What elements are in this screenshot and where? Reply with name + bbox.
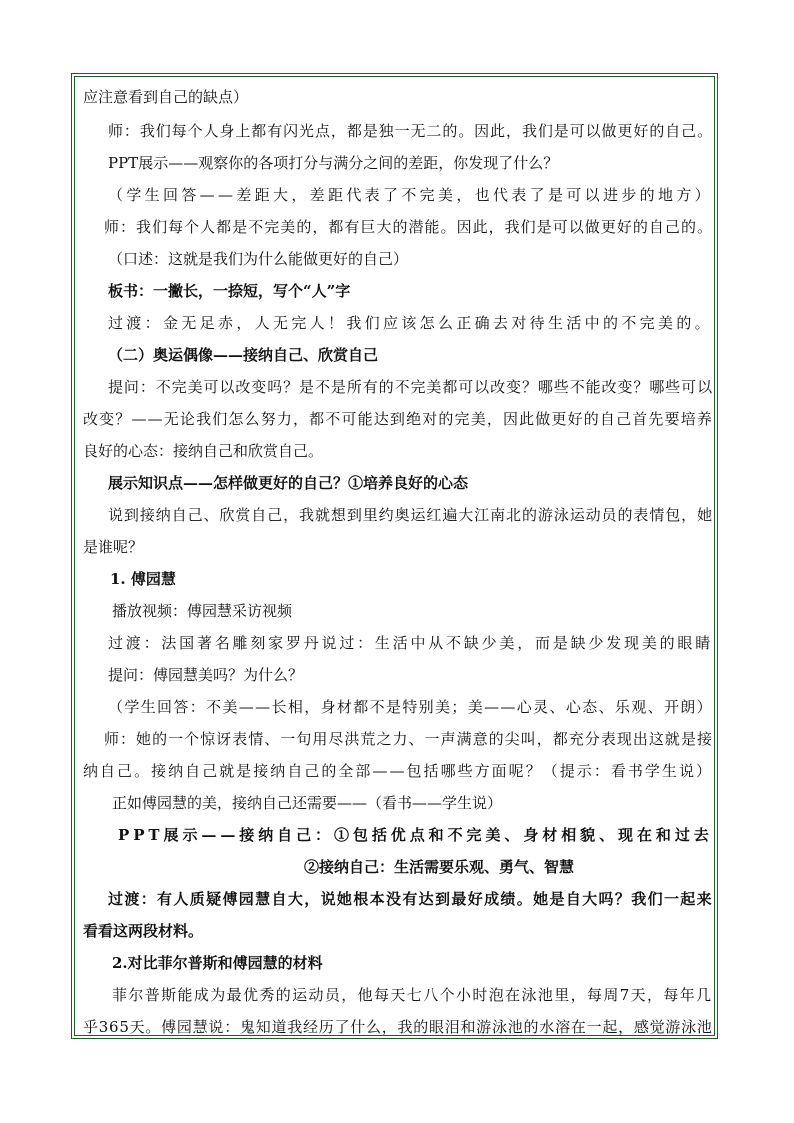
- knowledge-point: 展示知识点——怎样做更好的自己？①培养良好的心态: [108, 474, 469, 492]
- text-line-17: 播放视频：傅园慧采访视频: [112, 602, 293, 620]
- text-line-12: 良好的心态：接纳自己和欣赏自己。: [83, 442, 324, 460]
- subheading-2: 2.对比菲尔普斯和傅园慧的材料: [112, 954, 323, 972]
- text-line-26: 过渡：有人质疑傅园慧自大，说她根本没有达到最好成绩。她是自大吗？我们一起来: [108, 890, 713, 908]
- text-line-22: 纳自己。接纳自己就是接纳自己的全部——包括哪些方面呢？（提示：看书学生说）: [83, 762, 713, 780]
- text-line-1: 应注意看到自己的缺点）: [83, 88, 249, 106]
- text-line-30: 乎365天。傅园慧说：鬼知道我经历了什么，我的眼泪和游泳池的水溶在一起，感觉游泳池: [83, 1018, 713, 1036]
- text-line-27: 看看这两段材料。: [83, 922, 204, 940]
- text-line-23: 正如傅园慧的美，接纳自己还需要——（看书——学生说）: [112, 794, 503, 812]
- text-line-20: （学生回答：不美——长相，身材都不是特别美；美——心灵、心态、乐观、开朗）: [108, 698, 713, 716]
- text-line-29: 菲尔普斯能成为最优秀的运动员，他每天七八个小时泡在泳池里，每周7天，每年几: [112, 986, 713, 1004]
- text-line-15: 是谁呢？: [83, 538, 144, 556]
- blackboard-note: 板书：一撇长，一捺短，写个“人”字: [108, 282, 351, 300]
- text-line-2: 师：我们每个人身上都有闪光点，都是独一无二的。因此，我们是可以做更好的自己。: [108, 122, 713, 140]
- subheading-1: 1. 傅园慧: [110, 570, 176, 588]
- text-line-3: PPT展示——观察你的各项打分与满分之间的差距，你发现了什么？: [108, 154, 559, 172]
- text-line-11: 改变？——无论我们怎么努力，都不可能达到绝对的完美，因此做更好的自己首先要培养: [83, 410, 713, 428]
- text-line-10: 提问：不完美可以改变吗？是不是所有的不完美都可以改变？哪些不能改变？哪些可以: [108, 378, 713, 396]
- text-line-21: 师：她的一个惊讶表情、一句用尽洪荒之力、一声满意的尖叫，都充分表现出这就是接: [104, 730, 713, 748]
- ppt-display-2: ②接纳自己：生活需要乐观、勇气、智慧: [304, 858, 575, 876]
- text-line-14: 说到接纳自己、欣赏自己，我就想到里约奥运红遍大江南北的游泳运动员的表情包，她: [108, 506, 713, 524]
- text-line-18: 过渡：法国著名雕刻家罗丹说过：生活中从不缺少美，而是缺少发现美的眼睛: [108, 634, 713, 652]
- text-line-5: 师：我们每个人都是不完美的，都有巨大的潜能。因此，我们是可以做更好的自己的。: [104, 218, 713, 236]
- text-line-19: 提问：傅园慧美吗？为什么？: [108, 666, 304, 684]
- text-line-6: （口述：这就是我们为什么能做更好的自己）: [108, 250, 409, 268]
- ppt-display-1: PPT展示——接纳自己：①包括优点和不完美、身材相貌、现在和过去: [118, 826, 713, 844]
- text-line-8: 过渡：金无足赤，人无完人！我们应该怎么正确去对待生活中的不完美的。: [108, 314, 713, 332]
- text-line-4: （学生回答——差距大，差距代表了不完美，也代表了是可以进步的地方）: [108, 186, 713, 204]
- section-heading-2: （二）奥运偶像——接纳自己、欣赏自己: [108, 346, 379, 364]
